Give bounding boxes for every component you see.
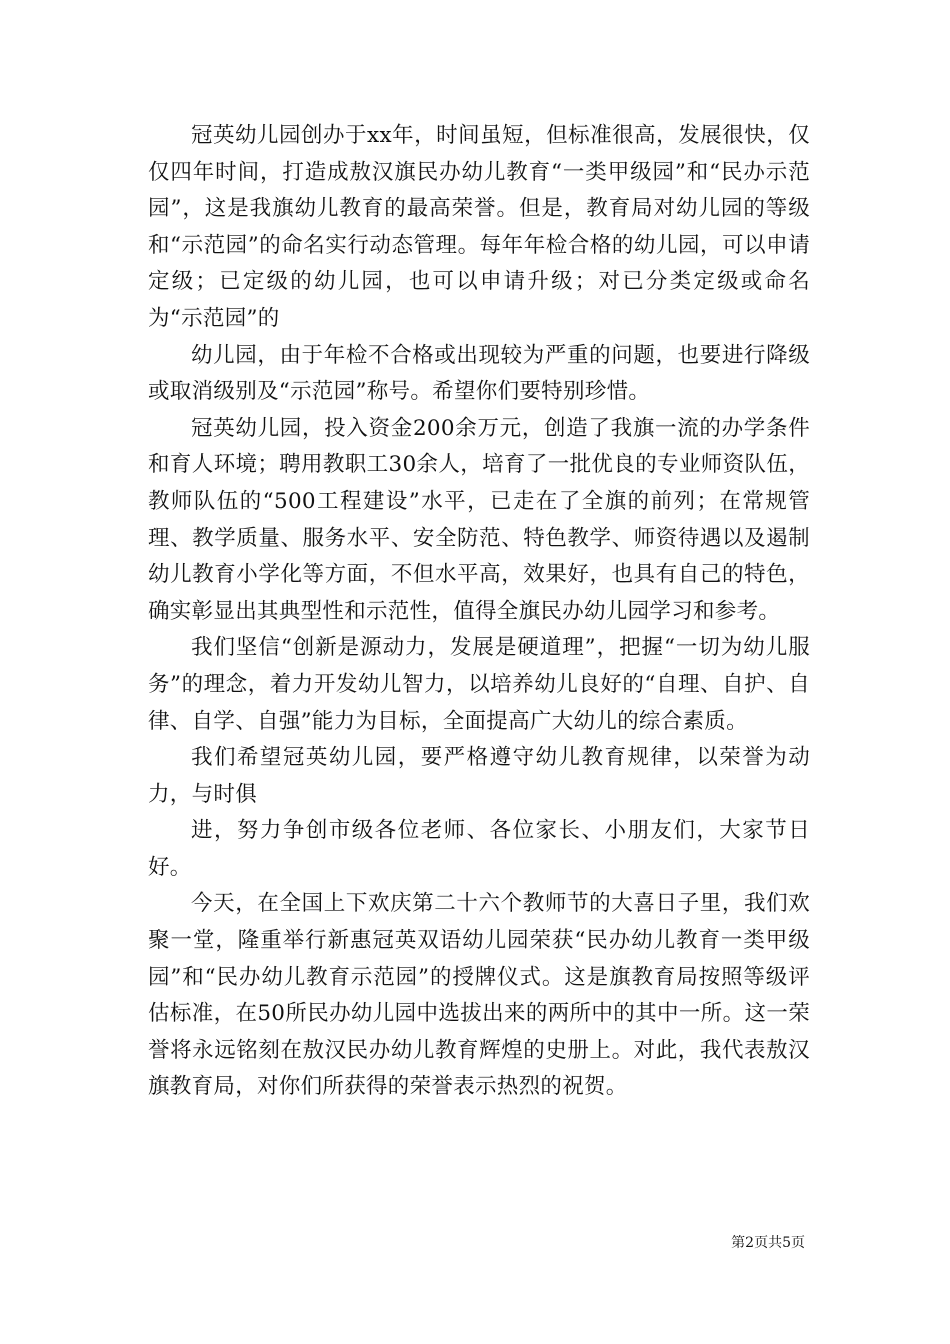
- paragraph-7: 今天，在全国上下欢庆第二十六个教师节的大喜日子里，我们欢聚一堂，隆重举行新惠冠英双语幼儿园荣获“民办幼儿教育一类甲级园”和“民办幼儿教育示范园”的授牌仪式。这是旗教育局按照等级评估标准，在50所民办幼儿园中选拔出来的两所中的其中一所。这一荣誉将永远铭刻在敖汉民办幼儿教育辉煌的史册上。对此，我代表敖汉旗教育局，对你们所获得的荣誉表示热烈的祝贺。: [148, 891, 810, 1100]
- document-body: [148, 118, 810, 1106]
- paragraph-1: 冠英幼儿园创办于xx年，时间虽短，但标准很高，发展很快，仅仅四年时间，打造成敖汉旗民办幼儿教育“一类甲级园”和“民办示范园”，这是我旗幼儿教育的最高荣誉。但是，教育局对幼儿园的等级和“示范园”的命名实行动态管理。每年年检合格的幼儿园，可以申请定级；已定级的幼儿园，也可以申请升级；对已分类定级或命名为“示范园”的: [148, 123, 810, 331]
- paragraph-5: 我们希望冠英幼儿园，要严格遵守幼儿教育规律，以荣誉为动力，与时俱: [148, 745, 810, 807]
- page-number-footer: 第2页共5页: [731, 1235, 805, 1251]
- paragraph-4: 我们坚信“创新是源动力，发展是硬道理”，把握“一切为幼儿服务”的理念，着力开发幼儿智力，以培养幼儿良好的“自理、自护、自律、自学、自强”能力为目标，全面提高广大幼儿的综合素质。: [148, 635, 810, 734]
- paragraph-2: 幼儿园，由于年检不合格或出现较为严重的问题，也要进行降级或取消级别及“示范园”称号。希望你们要特别珍惜。: [148, 342, 810, 405]
- paragraph-3: 冠英幼儿园，投入资金200余万元，创造了我旗一流的办学条件和育人环境；聘用教职工30余人，培育了一批优良的专业师资队伍，教师队伍的“500工程建设”水平，已走在了全旗的前列；在常规管理、教学质量、服务水平、安全防范、特色教学、师资待遇以及遏制幼儿教育小学化等方面，不但水平高，效果好，也具有自己的特色，确实彰显出其典型性和示范性，值得全旗民办幼儿园学习和参考。: [148, 415, 810, 624]
- paragraph-6: 进，努力争创市级各位老师、各位家长、小朋友们，大家节日好。: [148, 818, 810, 880]
